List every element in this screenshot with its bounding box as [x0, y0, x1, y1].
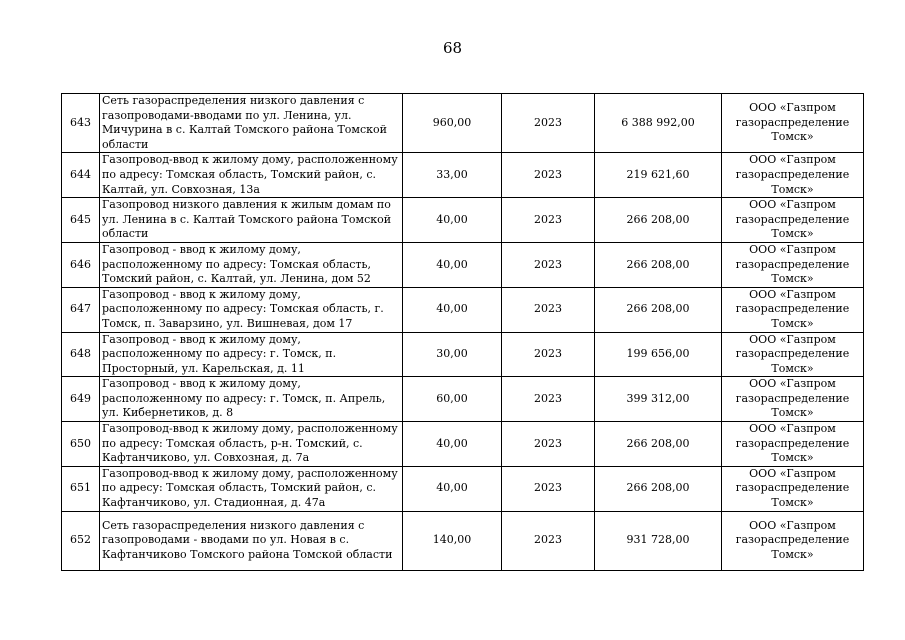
- object-name: Сеть газораспределения низкого давления с газопроводами - вводами по ул. Новая в с. Кафтанчиково Томского района Томской области: [100, 511, 403, 570]
- object-name: Газопровод - ввод к жилому дому, расположенному по адресу: Томская область, г. Томск, п. Заварзино, ул. Вишневая, дом 17: [100, 287, 403, 332]
- table-row: [62, 332, 864, 377]
- object-year: 2023: [502, 377, 595, 422]
- objects-table: [61, 93, 864, 571]
- row-number: 648: [62, 332, 100, 377]
- object-name: Газопровод - ввод к жилому дому, расположенному по адресу: г. Томск, п. Просторный, ул. Карельская, д. 11: [100, 332, 403, 377]
- object-name: Газопровод-ввод к жилому дому, расположенному по адресу: Томская область, Томский район, с. Калтай, ул. Совхозная, 13а: [100, 153, 403, 198]
- table-row: [62, 466, 864, 511]
- object-year: 2023: [502, 287, 595, 332]
- object-length: 60,00: [403, 377, 502, 422]
- object-cost: 266 208,00: [595, 198, 722, 243]
- row-number: 647: [62, 287, 100, 332]
- object-cost: 266 208,00: [595, 287, 722, 332]
- object-cost: 931 728,00: [595, 511, 722, 570]
- row-number: 646: [62, 242, 100, 287]
- object-length: 40,00: [403, 242, 502, 287]
- table-row: [62, 422, 864, 467]
- object-year: 2023: [502, 332, 595, 377]
- object-year: 2023: [502, 466, 595, 511]
- object-length: 40,00: [403, 287, 502, 332]
- table-row: [62, 242, 864, 287]
- object-cost: 199 656,00: [595, 332, 722, 377]
- object-length: 30,00: [403, 332, 502, 377]
- object-length: 40,00: [403, 198, 502, 243]
- object-year: 2023: [502, 198, 595, 243]
- object-name: Газопровод - ввод к жилому дому, расположенному по адресу: г. Томск, п. Апрель, ул. Кибернетиков, д. 8: [100, 377, 403, 422]
- table-row: [62, 287, 864, 332]
- object-name: Сеть газораспределения низкого давления с газопроводами-вводами по ул. Ленина, ул. Мичурина в с. Калтай Томского района Томской области: [100, 94, 403, 153]
- table-row: [62, 198, 864, 243]
- object-cost: 266 208,00: [595, 422, 722, 467]
- table-row: [62, 153, 864, 198]
- object-name: Газопровод - ввод к жилому дому, расположенному по адресу: Томская область, Томский район, с. Калтай, ул. Ленина, дом 52: [100, 242, 403, 287]
- object-year: 2023: [502, 94, 595, 153]
- object-organization: ООО «Газпром газораспределение Томск»: [722, 332, 864, 377]
- object-organization: ООО «Газпром газораспределение Томск»: [722, 466, 864, 511]
- page-number: 68: [442, 39, 463, 57]
- object-year: 2023: [502, 511, 595, 570]
- object-organization: ООО «Газпром газораспределение Томск»: [722, 94, 864, 153]
- object-cost: 219 621,60: [595, 153, 722, 198]
- row-number: 652: [62, 511, 100, 570]
- row-number: 645: [62, 198, 100, 243]
- object-length: 40,00: [403, 422, 502, 467]
- row-number: 649: [62, 377, 100, 422]
- object-cost: 6 388 992,00: [595, 94, 722, 153]
- object-cost: 399 312,00: [595, 377, 722, 422]
- object-cost: 266 208,00: [595, 242, 722, 287]
- object-length: 33,00: [403, 153, 502, 198]
- object-organization: ООО «Газпром газораспределение Томск»: [722, 287, 864, 332]
- object-length: 40,00: [403, 466, 502, 511]
- object-year: 2023: [502, 422, 595, 467]
- row-number: 651: [62, 466, 100, 511]
- table-row: [62, 511, 864, 570]
- object-organization: ООО «Газпром газораспределение Томск»: [722, 377, 864, 422]
- object-organization: ООО «Газпром газораспределение Томск»: [722, 242, 864, 287]
- object-length: 960,00: [403, 94, 502, 153]
- object-organization: ООО «Газпром газораспределение Томск»: [722, 198, 864, 243]
- object-name: Газопровод-ввод к жилому дому, расположенному по адресу: Томская область, Томский район, с. Кафтанчиково, ул. Стадионная, д. 47а: [100, 466, 403, 511]
- object-organization: ООО «Газпром газораспределение Томск»: [722, 153, 864, 198]
- object-length: 140,00: [403, 511, 502, 570]
- table-row: [62, 94, 864, 153]
- object-organization: ООО «Газпром газораспределение Томск»: [722, 422, 864, 467]
- object-year: 2023: [502, 153, 595, 198]
- row-number: 643: [62, 94, 100, 153]
- object-name: Газопровод-ввод к жилому дому, расположенному по адресу: Томская область, р-н. Томский, с. Кафтанчиково, ул. Совхозная, д. 7а: [100, 422, 403, 467]
- row-number: 644: [62, 153, 100, 198]
- row-number: 650: [62, 422, 100, 467]
- object-organization: ООО «Газпром газораспределение Томск»: [722, 511, 864, 570]
- object-name: Газопровод низкого давления к жилым домам по ул. Ленина в с. Калтай Томского района Томской области: [100, 198, 403, 243]
- table-row: [62, 377, 864, 422]
- object-cost: 266 208,00: [595, 466, 722, 511]
- object-year: 2023: [502, 242, 595, 287]
